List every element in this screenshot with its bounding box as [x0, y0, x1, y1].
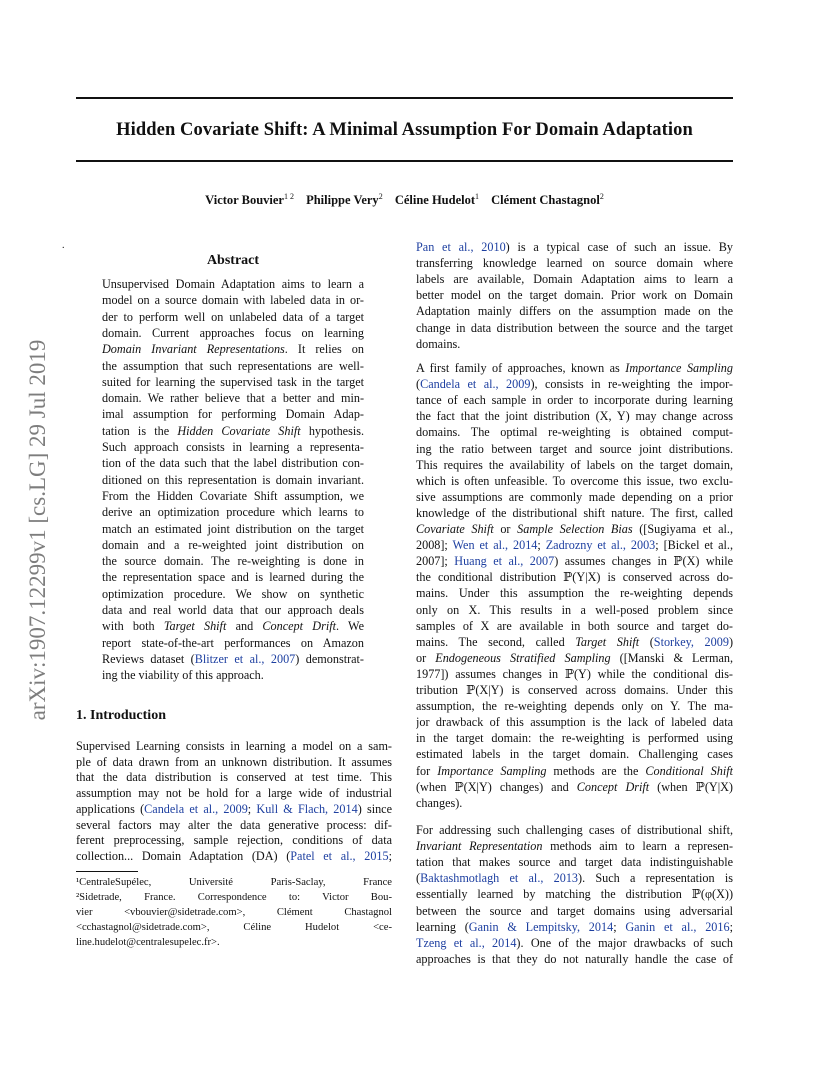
right-column-line: This requires the availability of labels on the target domain,	[416, 457, 733, 472]
italic-term: Hidden Covariate Shift	[177, 423, 301, 438]
right-column-line: only on X. This results in a well-posed problem since	[416, 602, 733, 617]
right-column-line: the fact that the joint distribution (X, Y) may change across	[416, 409, 733, 424]
abstract-line: data and real world data that our approach deals	[102, 603, 364, 617]
right-column-line: domains. The optimal re-weighting is obtained comput-	[416, 425, 733, 440]
abstract-line: the source domain. The re-weighting is done in	[102, 554, 364, 569]
abstract-line: Such approach consists in learning a representa-	[102, 440, 364, 454]
right-column-line: 1977]) assumes changes in ℙ(Y) while the conditional dis-	[416, 666, 733, 681]
right-column-line: 2007]; Huang et al., 2007) assumes changes in ℙ(X) while	[416, 554, 733, 569]
right-column-line: better model on the target domain. Prior work on Domain	[416, 288, 733, 303]
introduction-line: that the data distribution is conserved at test time. This	[76, 770, 392, 785]
right-column-line: knowledge of the distributional shift nature. The first, called	[416, 505, 733, 520]
author-name: Philippe Very	[306, 193, 379, 207]
citation-link[interactable]: Wen et al., 2014	[452, 538, 538, 553]
italic-term: Importance Sampling	[437, 763, 547, 778]
title-top-rule	[76, 97, 733, 99]
italic-term: Importance Sampling	[625, 361, 733, 375]
italic-term: Target Shift	[575, 634, 640, 649]
right-column-line: mains. The second, called Target Shift (Storkey, 2009)	[416, 634, 733, 649]
footnote-line: vier <vbouvier@sidetrade.com>, Clément Chastagnol	[76, 907, 392, 918]
right-column-line: tribution ℙ(X|Y) is conserved across domains. Under this	[416, 683, 733, 697]
abstract-line: domain. Current approaches focus on learning	[102, 325, 364, 340]
author-name: Clément Chastagnol	[491, 193, 600, 207]
right-column-line: in the target domain: the re-weighting is performed using	[416, 731, 733, 746]
right-column-line: change in data distribution between the source and the target	[416, 320, 733, 335]
right-column-line: approaches is that they do not naturally handle the case of	[416, 951, 733, 966]
right-column-line: Invariant Representation methods aim to learn a represen-	[416, 839, 733, 854]
right-column-line: tation that makes source and target data indistinguishable	[416, 855, 733, 870]
abstract-line: with both Target Shift and Concept Drift. We	[102, 619, 364, 634]
italic-term: Conditional Shift	[645, 763, 733, 778]
right-column-line: (Candela et al., 2009), consists in re-weighting the impor-	[416, 377, 733, 392]
author-affiliation: 1	[475, 192, 480, 201]
arxiv-identifier-stamp: arXiv:1907.12299v1 [cs.LG] 29 Jul 2019	[25, 339, 50, 721]
introduction-line: several factors may alter the data generative process: dif-	[76, 817, 392, 832]
italic-term: Concept Drift	[262, 619, 336, 634]
citation-link[interactable]: Huang et al., 2007	[454, 554, 555, 569]
right-column-line: sive assumptions are commonly made depending on a prior	[416, 489, 733, 504]
footnote-line: ¹CentraleSupélec, Université Paris-Saclay, France	[76, 877, 392, 888]
right-column-line: A first family of approaches, known as Importance Sampling	[416, 361, 733, 375]
abstract-line: suited for learning the supervised task in the target	[102, 374, 364, 389]
abstract-line: derive an optimization procedure which learns to	[102, 505, 364, 520]
italic-term: Endogeneous Stratified Sampling	[435, 650, 611, 665]
citation-link[interactable]: Candela et al., 2009	[144, 801, 248, 816]
right-column-line: ing the ratio between target and source joint distributions.	[416, 441, 733, 456]
right-column-line: learning (Ganin & Lempitsky, 2014; Ganin et al., 2016;	[416, 919, 733, 934]
abstract-line: optimization procedure. We show on synthetic	[102, 586, 364, 601]
italic-term: Covariate Shift	[416, 522, 494, 536]
citation-link[interactable]: Candela et al., 2009	[420, 377, 531, 392]
abstract-line: match an estimated joint distribution on the target	[102, 521, 364, 536]
abstract-line: model on a source domain with labeled data in or-	[102, 293, 364, 308]
abstract-line: Domain Invariant Representations. It relies on	[102, 342, 364, 357]
abstract-line: domain. We rather believe that a better and min-	[102, 391, 364, 406]
author-affiliation: 2	[599, 192, 604, 201]
paper-title: Hidden Covariate Shift: A Minimal Assumption For Domain Adaptation	[116, 120, 693, 140]
right-column-line: the conditional distribution ℙ(Y|X) is conserved across do-	[416, 570, 733, 585]
right-column-line: samples of X are available in both source and target do-	[416, 618, 733, 633]
introduction-line: applications (Candela et al., 2009; Kull & Flach, 2014) since	[76, 801, 392, 816]
right-column-line: For addressing such challenging cases of distributional shift,	[416, 823, 733, 837]
introduction-line: ferent preprocessing, sample rejection, conditions of data	[76, 833, 392, 848]
footnote-line: ²Sidetrade, France. Correspondence to: Victor Bou-	[76, 892, 392, 903]
right-column-line: between the source and target domains using adversarial	[416, 903, 733, 918]
abstract-line: report state-of-the-art performances on Amazon	[102, 635, 364, 650]
right-column-line: assumption, the re-weighting depends only on Y. The ma-	[416, 699, 733, 714]
abstract-line: der to perform well on unlabeled data of a target	[102, 309, 364, 324]
author-name: Victor Bouvier	[205, 193, 284, 207]
right-column-line: Tzeng et al., 2014). One of the major drawbacks of such	[416, 935, 733, 950]
citation-link[interactable]: Storkey, 2009	[653, 634, 729, 649]
right-column-line: for Importance Sampling methods are the Conditional Shift	[416, 763, 733, 778]
stray-mark: .	[62, 240, 65, 251]
right-column-line: (Baktashmotlagh et al., 2013). Such a representation is	[416, 871, 733, 886]
italic-term: Target Shift	[163, 619, 227, 634]
citation-link[interactable]: Blitzer et al., 2007	[194, 651, 296, 666]
introduction-line: collection... Domain Adaptation (DA) (Patel et al., 2015;	[76, 848, 392, 863]
italic-term: Concept Drift	[576, 779, 650, 794]
abstract-heading: Abstract	[206, 253, 260, 268]
italic-term: Sample Selection Bias	[517, 522, 633, 536]
abstract-line: ditioned on this representation is domain invariant.	[102, 472, 364, 487]
right-column-line: labels are available, Domain Adaptation aims to learn a	[416, 272, 733, 287]
abstract-line: imal assumption for performing Domain Adap-	[102, 407, 364, 422]
title-bottom-rule	[76, 160, 733, 162]
footnote-rule	[76, 871, 138, 872]
abstract-line: tation is the Hidden Covariate Shift hypothesis.	[102, 423, 364, 438]
abstract-line: tion of the data such that the label distribution con-	[102, 456, 364, 471]
right-column-line: Covariate Shift or Sample Selection Bias ([Sugiyama et al.,	[416, 522, 733, 536]
right-column-line: which is often unfeasible. To overcome this issue, two exclu-	[416, 473, 733, 488]
right-column-line: Pan et al., 2010) is a typical case of such an issue. By	[416, 240, 733, 254]
abstract-line: From the Hidden Covariate Shift assumption, we	[102, 488, 364, 503]
citation-link[interactable]: Baktashmotlagh et al., 2013	[420, 871, 579, 886]
right-column-line: Adaptation mainly differs on the assumption made on the	[416, 304, 733, 319]
citation-link[interactable]: Tzeng et al., 2014	[416, 935, 517, 950]
right-column-line: mains. Under this assumption the re-weighting depends	[416, 586, 733, 601]
citation-link[interactable]: Pan et al., 2010	[416, 240, 506, 254]
abstract-line: domain and a re-weighted joint distribution on	[102, 537, 364, 552]
right-column-line: estimated labels in the target domain. Challenging cases	[416, 747, 733, 762]
italic-term: Domain Invariant Representations	[102, 342, 285, 357]
introduction-line: assumption may not be hold for a large wide of industrial	[76, 786, 392, 801]
right-column-line: or Endogeneous Stratified Sampling ([Manski & Lerman,	[416, 650, 733, 665]
citation-link[interactable]: Kull & Flach, 2014	[256, 801, 358, 816]
right-column-line: essentially learned by matching the distribution ℙ(φ(X))	[416, 887, 733, 902]
introduction-line: ple of data drawn from an unknown distribution. It assumes	[76, 754, 392, 769]
right-column-line: tance of each sample in order to incorporate during learning	[416, 393, 733, 408]
right-column-line: transferring knowledge learned on source domain where	[416, 256, 733, 271]
italic-term: Invariant Representation	[416, 839, 543, 854]
author-affiliation: 2	[378, 192, 383, 201]
right-column-line: jor drawback of this assumption is the lack of labeled data	[416, 715, 733, 730]
citation-link[interactable]: Zadrozny et al., 2003	[545, 538, 656, 553]
citation-link[interactable]: Patel et al., 2015	[290, 848, 389, 863]
introduction-line: Supervised Learning consists in learning a model on a sam-	[76, 739, 392, 753]
citation-link[interactable]: Ganin & Lempitsky, 2014	[468, 919, 614, 934]
abstract-line: Reviews dataset (Blitzer et al., 2007) demonstrat-	[102, 651, 364, 666]
introduction-heading: 1. Introduction	[76, 708, 166, 723]
author-list	[76, 192, 733, 208]
right-column-line: 2008]; Wen et al., 2014; Zadrozny et al., 2003; [Bickel et al.,	[416, 538, 733, 553]
author-affiliation: 1 2	[283, 192, 294, 201]
footnote-line: <cchastagnol@sidetrade.com>, Céline Hudelot <ce-	[76, 922, 392, 933]
right-column-line: domains.	[416, 336, 461, 351]
abstract-line: the representation space and is learned during the	[102, 570, 364, 585]
citation-link[interactable]: Ganin et al., 2016	[625, 919, 730, 934]
abstract-line: the assumption that such representations are well-	[102, 358, 364, 373]
footnote-line: line.hudelot@centralesupelec.fr>.	[76, 937, 220, 948]
right-column-line: (when ℙ(X|Y) changes) and Concept Drift (when ℙ(Y|X)	[416, 779, 733, 794]
abstract-line: Unsupervised Domain Adaptation aims to learn a	[102, 277, 364, 291]
abstract-line: ing the viability of this approach.	[102, 668, 264, 683]
author-name: Céline Hudelot	[394, 193, 476, 207]
right-column-line: changes).	[416, 795, 463, 810]
